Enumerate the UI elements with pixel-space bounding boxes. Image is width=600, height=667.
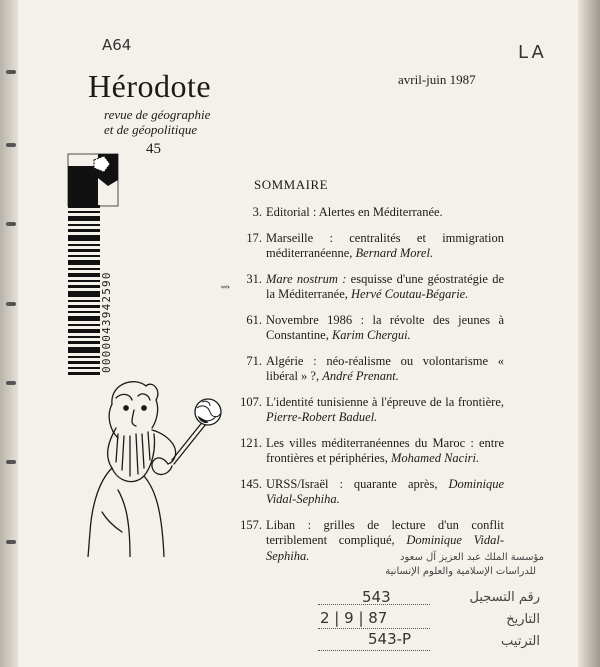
issue-date: avril-juin 1987 (398, 72, 476, 87)
toc-author: Dominique Vidal-Sephiha. (266, 533, 504, 563)
handwritten-arrow-icon: ⇝ (220, 280, 231, 294)
toc-entry (236, 395, 504, 426)
handwritten-code: A64 (102, 36, 132, 54)
binding-strip (0, 0, 18, 667)
toc-author: Pierre-Robert Baduel. (266, 410, 378, 424)
barcode (68, 205, 100, 375)
toc-title-italic: Mare nostrum : (266, 271, 347, 286)
binding-hole (6, 222, 16, 226)
issue-number: 45 (146, 141, 161, 157)
stamp-label-date: التاريخ (506, 612, 540, 627)
toc-author: Karim Chergui. (331, 328, 411, 342)
toc-page: 107. (240, 394, 262, 409)
stamp-value-order: 543-P (368, 630, 412, 648)
toc-page: 31. (246, 271, 262, 286)
binding-hole (6, 302, 16, 306)
toc-author: Bernard Morel. (355, 246, 434, 260)
toc-title: Les villes méditerranéennes du Maroc : entre frontières et périphéries, (266, 435, 504, 465)
binding-hole (6, 460, 16, 464)
stamp-label-number: رقم التسجيل (469, 590, 540, 605)
toc-page: 3. (252, 205, 262, 219)
toc-page: 157. (240, 517, 262, 532)
toc-author: Hervé Coutau-Bégarie. (351, 287, 469, 301)
toc-page: 121. (240, 435, 262, 450)
library-stamp-line: للدراسات الإسلامية والعلوم الإنسانية (385, 566, 536, 577)
toc-page: 71. (246, 353, 262, 368)
stamp-line (318, 650, 430, 651)
publisher-logo (66, 152, 120, 208)
page-edge (578, 0, 600, 667)
toc-title: L'identité tunisienne à l'épreuve de la frontière, (266, 394, 504, 409)
stamp-line (318, 628, 430, 629)
journal-subtitle (104, 107, 210, 137)
toc-title: Novembre 1986 : la révolte des jeunes à Constantine, (266, 312, 504, 342)
binding-hole (6, 540, 16, 544)
herodotus-caricature (82, 372, 222, 557)
barcode-number: 0000043942590 (100, 271, 113, 373)
toc-title: Marseille : centralités et immigration méditerranéenne, (266, 230, 504, 260)
table-of-contents (236, 205, 504, 574)
toc-entry (236, 231, 504, 262)
journal-title: Hérodote (88, 68, 212, 104)
toc-page: 145. (240, 476, 262, 491)
toc-page: 61. (246, 312, 262, 327)
stamp-label-order: الترتيب (501, 634, 540, 649)
stamp-value-number: 543 (362, 588, 391, 606)
toc-entry (236, 477, 504, 508)
binding-hole (6, 70, 16, 74)
toc-title: URSS/Israël : quarante après, (266, 476, 449, 491)
toc-entry (236, 205, 504, 221)
handwritten-mark: LA (518, 42, 547, 63)
subtitle-line: revue de géographie (104, 107, 211, 122)
toc-title: Algérie : néo-réalisme ou volontarisme « libéral » ?, (266, 353, 504, 383)
subtitle-line: et de géopolitique (104, 122, 198, 137)
binding-hole (6, 381, 16, 385)
toc-entry (236, 436, 504, 467)
toc-entry (236, 313, 504, 344)
toc-title: Editorial : Alertes en Méditerranée. (266, 205, 443, 219)
library-stamp-line: مؤسسة الملك عبد العزيز آل سعود (400, 552, 544, 563)
toc-title: esquisse d'une géostratégie de la Méditerranée, (266, 271, 504, 301)
stamp-line (318, 604, 430, 605)
toc-title: Liban : grilles de lecture d'un conflit terriblement compliqué, (266, 517, 504, 547)
sommaire-heading: SOMMAIRE (254, 177, 329, 192)
toc-author: André Prenant. (322, 369, 399, 383)
toc-author: Mohamed Naciri. (390, 451, 480, 465)
toc-author: Dominique Vidal-Sephiha. (266, 476, 504, 506)
toc-entry (236, 354, 504, 385)
binding-hole (6, 143, 16, 147)
toc-page: 17. (246, 230, 262, 245)
stamp-value-date: 2 | 9 | 87 (320, 609, 388, 627)
toc-entry (236, 272, 504, 303)
